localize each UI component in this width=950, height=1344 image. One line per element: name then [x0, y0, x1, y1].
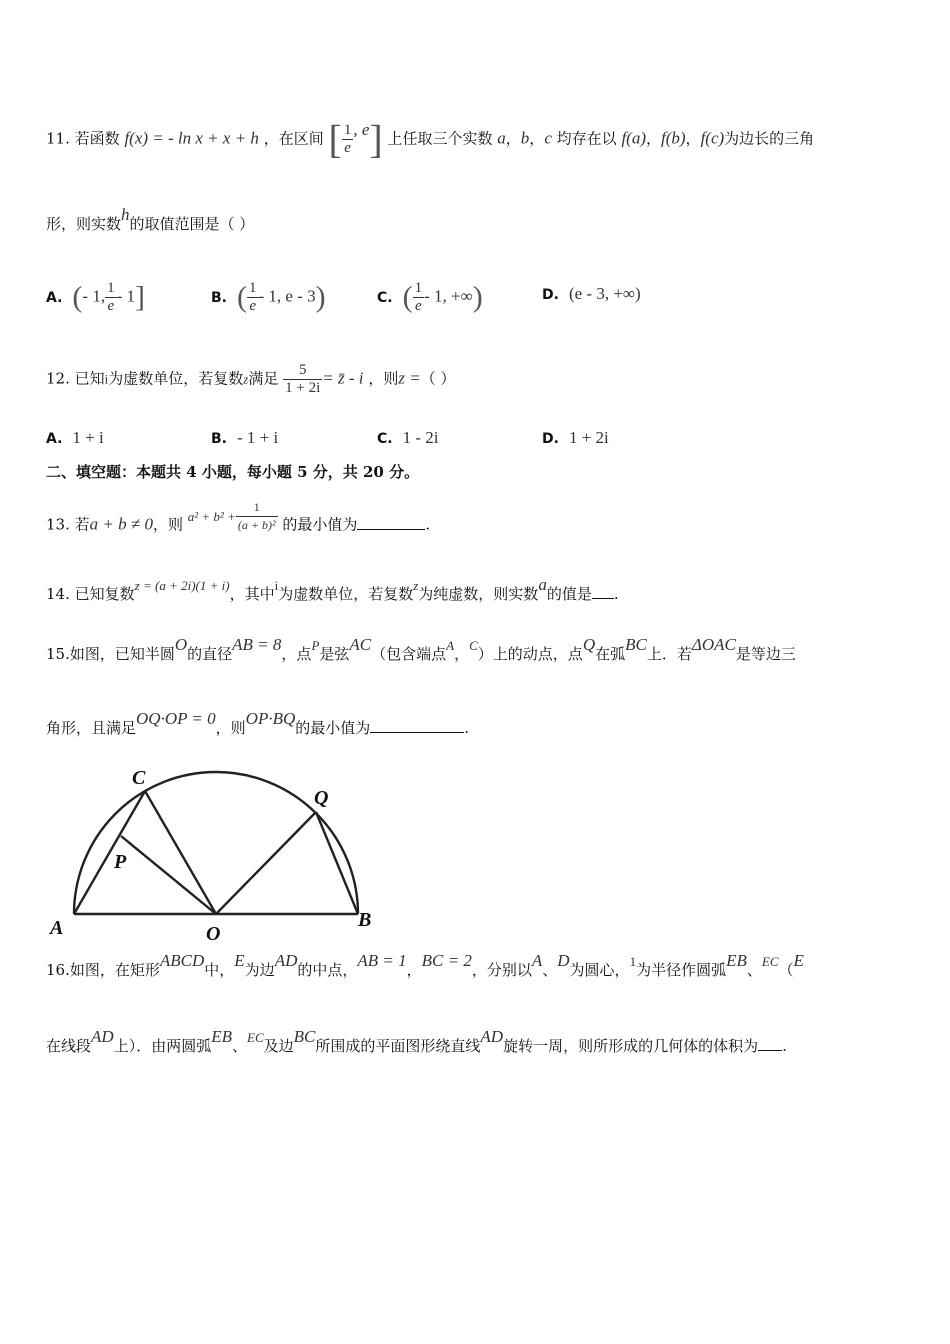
q16-AD: AD	[91, 1027, 114, 1046]
q16-text: 及边	[263, 1037, 294, 1055]
q15-line2	[46, 709, 906, 740]
q16-var-D: D	[557, 951, 570, 970]
q12-var-z: z	[243, 371, 249, 387]
left-bracket-icon: [	[328, 116, 342, 162]
separator: 、	[542, 961, 558, 979]
label-P: P	[114, 851, 127, 873]
q16-arc-EC: EC	[247, 1030, 264, 1045]
option-text: - 1	[116, 286, 136, 306]
label-Q: Q	[314, 787, 329, 809]
q13-expression: a² + b² +	[187, 508, 236, 524]
option-text: - 1, e - 3	[258, 286, 316, 306]
q15-text: 角形，且满足	[46, 719, 137, 737]
q16-text: 的中点，	[297, 961, 358, 979]
q11-option-c[interactable]	[377, 280, 483, 315]
q13-number: 13.	[46, 515, 70, 534]
q15-triangle: ΔOAC	[691, 635, 736, 654]
q15-AB: AB = 8	[232, 635, 282, 654]
q12-rhs: = z̄ - i	[322, 368, 364, 388]
q11-var-b: b	[520, 128, 530, 148]
q16-text: 如图，在矩形	[69, 961, 160, 979]
right-bracket-icon: ]	[135, 280, 146, 314]
q11-text: 形，则实数	[46, 215, 122, 233]
segment-QB	[316, 812, 358, 914]
q16-text: 所围成的平面图形绕直线	[315, 1037, 481, 1055]
q15-text: （包含端点	[371, 645, 447, 663]
separator: ，	[529, 129, 545, 148]
q11-line2	[46, 205, 906, 236]
q15-text: ，则	[215, 719, 246, 737]
q11-fb: f(b)	[661, 128, 686, 148]
left-paren-icon: (	[402, 280, 413, 314]
q14-text: 的值是	[546, 585, 592, 603]
separator: ，	[505, 129, 521, 148]
segment-OQ	[216, 812, 316, 914]
option-label: C.	[377, 289, 393, 306]
q12-line	[46, 362, 906, 397]
q16-text: （	[778, 961, 794, 979]
option-text: 1 + 2i	[568, 428, 609, 447]
q15-var-O: O	[174, 635, 188, 654]
q14-text: ，其中	[229, 585, 275, 603]
q14-expression: z = (a + 2i)(1 + i)	[134, 578, 230, 593]
answer-blank[interactable]	[357, 515, 425, 530]
q13-text: 若	[74, 515, 90, 534]
q16-var-A: A	[531, 951, 543, 970]
separator: ，	[685, 129, 701, 148]
q11-var-c: c	[544, 128, 552, 148]
answer-blank[interactable]	[370, 718, 464, 733]
q12-option-a[interactable]	[46, 426, 104, 451]
answer-blank[interactable]	[592, 584, 614, 599]
q16-line2	[46, 1027, 906, 1059]
separator: ，	[645, 129, 661, 148]
q12-number: 12.	[46, 369, 70, 388]
q11-text: 的取值范围是（ ）	[129, 215, 255, 233]
q15-var-Q: Q	[582, 635, 596, 654]
q12-var-i: i	[104, 371, 109, 387]
q11-fc: f(c)	[700, 128, 725, 148]
q12-option-d[interactable]	[542, 426, 609, 451]
q13-fraction: $\frac{1}{\text{(a + b)²}}$	[237, 500, 276, 532]
q14-line	[46, 575, 906, 607]
right-paren-icon: )	[315, 280, 326, 314]
label-C: C	[132, 767, 146, 789]
q12-fraction: $\frac{5}{1 + 2i}$	[285, 362, 321, 396]
answer-blank[interactable]	[758, 1036, 782, 1051]
q11-option-d[interactable]	[542, 282, 641, 307]
q15-expression: OP·BQ	[245, 709, 296, 728]
q16-AD: AD	[274, 951, 298, 970]
q16-BC: BC	[293, 1027, 316, 1046]
q15-var-P: P	[311, 638, 320, 653]
q14-var-z: z	[413, 578, 419, 593]
q16-BC: BC = 2	[421, 951, 472, 970]
separator: 、	[746, 961, 762, 979]
q11-line1	[46, 116, 906, 162]
separator: ，	[406, 961, 422, 979]
q15-text: 在弧	[595, 645, 626, 663]
q11-text: 均存在以	[556, 129, 617, 148]
option-fraction: $\frac{1}{e}$	[107, 280, 115, 314]
chord-AC	[74, 791, 145, 914]
q15-text: .	[464, 719, 470, 737]
option-label: C.	[377, 431, 393, 447]
q16-line1	[46, 951, 906, 983]
q11-text: ，在区间	[263, 129, 324, 148]
q15-text: 是弦	[319, 645, 350, 663]
q15-line1	[46, 635, 906, 667]
q13-text: 的最小值为	[282, 515, 358, 534]
q16-var-E: E	[234, 951, 245, 970]
q11-interval-right: , e	[353, 119, 370, 139]
q11-interval-fraction: $\frac{1}{e}$	[343, 122, 352, 156]
option-label: D.	[542, 431, 559, 447]
q14-text: 为纯虚数，则实数	[418, 585, 539, 603]
q13-text: .	[425, 515, 431, 534]
q15-text: ，点	[281, 645, 312, 663]
q15-var-A: A	[446, 638, 455, 653]
q11-var-a: a	[497, 128, 506, 148]
q16-AD: AD	[480, 1027, 504, 1046]
q11-text: 若函数	[74, 129, 120, 148]
separator: ，	[454, 645, 470, 663]
q16-number: 16.	[46, 961, 70, 979]
q16-text: 旋转一周，则所形成的几何体的体积为	[503, 1037, 759, 1055]
q14-text: 已知复数	[74, 585, 135, 603]
q12-text: 为虚数单位，若复数	[108, 369, 244, 388]
q11-var-h: h	[121, 205, 130, 224]
q12-option-b[interactable]	[211, 426, 278, 451]
q16-text: .	[782, 1037, 787, 1055]
q16-text: 上）．由两圆弧	[113, 1037, 212, 1055]
semicircle-figure	[46, 760, 386, 940]
right-bracket-icon: ]	[369, 116, 383, 162]
option-text: - 1, +∞	[424, 286, 473, 306]
q11-function: f(x) = - ln x + x + h	[124, 128, 259, 148]
left-paren-icon: (	[72, 280, 83, 314]
option-fraction: $\frac{1}{e}$	[249, 280, 257, 314]
segment-OP	[121, 836, 216, 914]
q16-arc-EB: EB	[211, 1027, 232, 1046]
q16-var-E: E	[793, 951, 804, 970]
q11-fa: f(a)	[621, 128, 646, 148]
q15-text: 是等边三	[735, 645, 796, 663]
q15-text: 上．若	[646, 645, 692, 663]
q12-text: ，则	[368, 369, 399, 388]
label-A: A	[50, 917, 64, 939]
option-label: D.	[542, 287, 559, 303]
q14-var-a: a	[538, 575, 547, 594]
q15-arc-BC: BC	[625, 635, 647, 654]
q15-condition: OQ·OP = 0	[136, 709, 216, 728]
section-heading: 二、填空题：本题共 4 小题，每小题 5 分，共 20 分。	[46, 463, 420, 481]
q12-text: 满足	[248, 369, 279, 388]
right-paren-icon: )	[472, 280, 483, 314]
q16-rect: ABCD	[159, 951, 205, 970]
option-fraction: $\frac{1}{e}$	[414, 280, 423, 314]
option-text: - 1,	[82, 286, 106, 306]
option-label: B.	[211, 431, 227, 447]
q12-ask: z =	[398, 368, 421, 388]
q15-text: ）上的动点，点	[477, 645, 583, 663]
q14-text: .	[613, 585, 619, 603]
option-text: (e - 3, +∞)	[568, 284, 641, 303]
separator: 、	[231, 1037, 247, 1055]
label-B: B	[358, 909, 372, 931]
q16-text: 为圆心，	[569, 961, 630, 979]
q16-text: ，分别以	[471, 961, 532, 979]
q16-arc-EB: EB	[726, 951, 747, 970]
option-text: - 1 + i	[237, 428, 279, 447]
left-paren-icon: (	[237, 280, 247, 314]
q13-text: ，则	[152, 515, 183, 534]
q16-text: 为边	[244, 961, 275, 979]
q12-text: （ ）	[420, 369, 456, 388]
q16-AB: AB = 1	[357, 951, 407, 970]
option-text: 1 - 2i	[402, 428, 439, 447]
q14-var-i: i	[274, 578, 279, 593]
q11-text: 为边长的三角	[724, 129, 815, 148]
q16-radius: 1	[629, 954, 637, 969]
q16-text: 在线段	[46, 1037, 92, 1055]
q15-text: 如图，已知半圆	[69, 645, 175, 663]
q11-option-a[interactable]	[46, 280, 145, 315]
segment-OC	[145, 791, 216, 914]
q16-text: 中，	[204, 961, 235, 979]
q15-var-C: C	[469, 638, 478, 653]
q13-condition: a + b ≠ 0	[89, 514, 153, 534]
q14-number: 14.	[46, 585, 70, 603]
q15-text: 的最小值为	[295, 719, 371, 737]
q14-text: 为虚数单位，若复数	[278, 585, 414, 603]
option-label: B.	[211, 289, 227, 306]
q15-number: 15.	[46, 645, 70, 663]
q15-AC: AC	[349, 635, 372, 654]
option-label: A.	[46, 289, 63, 306]
q16-arc-EC: EC	[761, 954, 779, 969]
q11-number: 11.	[46, 129, 70, 148]
q13-line	[46, 500, 906, 543]
q12-text: 已知	[74, 369, 105, 388]
q16-text: 为半径作圆弧	[636, 961, 727, 979]
label-O: O	[206, 923, 221, 940]
q15-text: 的直径	[187, 645, 233, 663]
q11-option-b[interactable]	[211, 280, 326, 315]
option-label: A.	[46, 431, 63, 447]
option-text: 1 + i	[72, 428, 104, 447]
q12-option-c[interactable]	[377, 426, 438, 451]
q11-text: 上任取三个实数	[387, 129, 493, 148]
